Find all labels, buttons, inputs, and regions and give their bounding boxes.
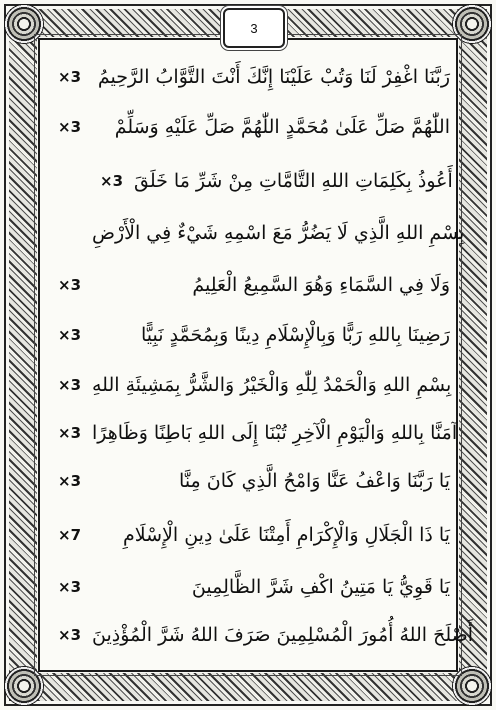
verse-text: يَا رَبَّنَا وَاعْفُ عَنَّا وَامْحُ الَّذِي كَانَ مِنَّا — [179, 470, 450, 492]
verse-text: بِسْمِ اللهِ الَّذِي لَا يَضُرُّ مَعَ اسْمِهِ شَيْءٌ فِي الْأَرْضِ — [92, 222, 465, 244]
verse-text: بِسْمِ اللهِ وَالْحَمْدُ لِلّٰهِ وَالْخَيْرُ وَالشَّرُّ بِمَشِيئَةِ اللهِ — [92, 374, 452, 396]
verse-line — [58, 164, 453, 198]
repeat-count: ×3 — [100, 172, 124, 190]
corner-medallion-icon — [452, 4, 492, 44]
repeat-count: ×3 — [58, 626, 82, 644]
verse-text: وَلَا فِي السَّمَاءِ وَهُوَ السَّمِيعُ الْعَلِيمُ — [192, 274, 450, 296]
verse-line — [58, 518, 450, 552]
verse-line — [58, 268, 450, 302]
repeat-count: ×3 — [58, 326, 82, 344]
verse-text: يَا ذَا الْجَلَالِ وَالْإِكْرَامِ أَمِتْنَا عَلَىٰ دِينِ الْإِسْلَامِ — [123, 524, 450, 546]
verse-line — [58, 416, 458, 450]
verse-line — [58, 60, 450, 94]
verse-text: آمَنَّا بِاللهِ وَالْيَوْمِ الْآخِرِ تُبْنَا إِلَى اللهِ بَاطِنًا وَظَاهِرًا — [92, 422, 458, 444]
repeat-count: ×7 — [58, 526, 82, 544]
repeat-count: ×3 — [58, 376, 82, 394]
repeat-count: ×3 — [58, 472, 82, 490]
repeat-count: ×3 — [58, 424, 82, 442]
verse-line — [58, 368, 450, 402]
verse-line — [58, 570, 450, 604]
verse-line — [58, 110, 450, 144]
verse-line — [58, 618, 474, 652]
verse-text: اللّٰهُمَّ صَلِّ عَلَىٰ مُحَمَّدٍ اللّٰهُمَّ صَلِّ عَلَيْهِ وَسَلِّمْ — [114, 116, 450, 138]
page-number-box — [223, 8, 285, 48]
verse-text: رَبَّنَا اغْفِرْ لَنَا وَتُبْ عَلَيْنَا إِنَّكَ أَنْتَ التَّوَّابُ الرَّحِيمُ — [97, 66, 450, 88]
verse-text: أَعُوذُ بِكَلِمَاتِ اللهِ التَّامَّاتِ مِنْ شَرِّ مَا خَلَقَ — [134, 170, 453, 192]
corner-medallion-icon — [4, 666, 44, 706]
verse-list — [58, 60, 474, 660]
verse-text: أَصْلَحَ اللهُ أُمُورَ الْمُسْلِمِينَ صَرَفَ اللهُ شَرَّ الْمُؤْذِينَ — [92, 624, 474, 646]
repeat-count: ×3 — [58, 276, 82, 294]
repeat-count: ×3 — [58, 118, 82, 136]
verse-text: رَضِينَا بِاللهِ رَبًّا وَبِالْإِسْلَامِ دِينًا وَبِمُحَمَّدٍ نَبِيًّا — [141, 324, 450, 346]
page-number: 3 — [250, 20, 258, 36]
repeat-count: ×3 — [58, 68, 82, 86]
corner-medallion-icon — [452, 666, 492, 706]
verse-text: يَا قَوِيُّ يَا مَتِينُ اكْفِ شَرَّ الظَّالِمِينَ — [191, 576, 450, 598]
verse-line — [58, 216, 465, 250]
verse-line — [58, 464, 450, 498]
repeat-count: ×3 — [58, 578, 82, 596]
verse-line — [58, 318, 450, 352]
